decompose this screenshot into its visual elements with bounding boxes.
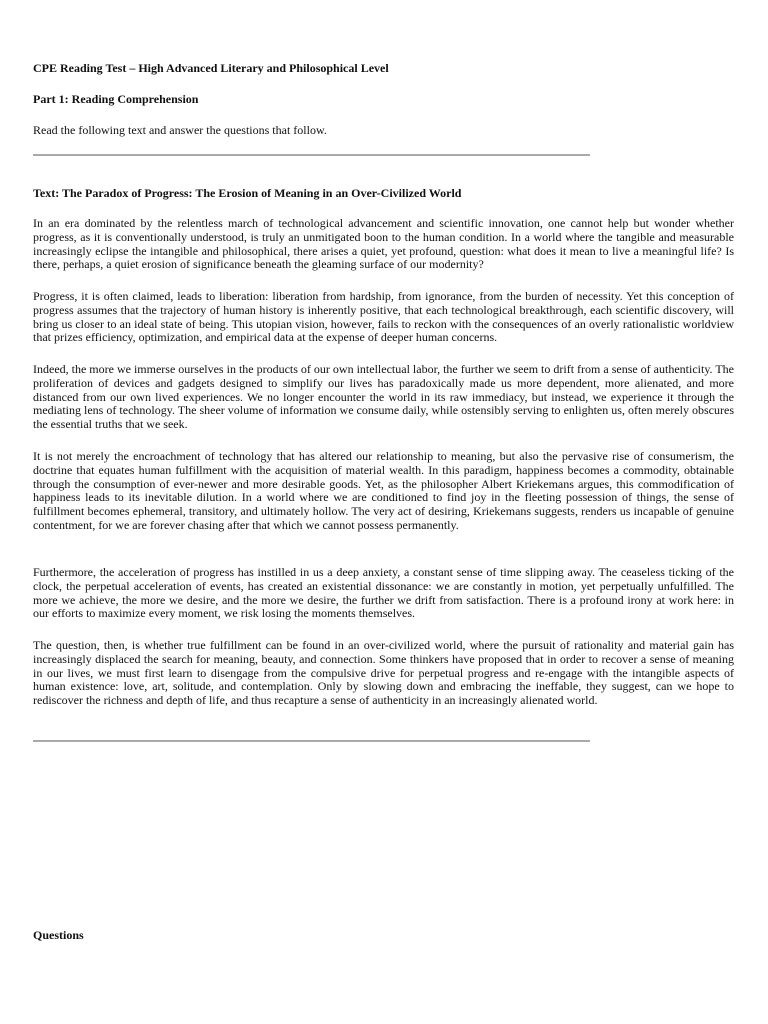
passage-paragraph-1: In an era dominated by the relentless march of technological advancement and scientific innovation, one cannot help but wonder whether progress, as it is conventionally understood, is truly an unmitigated boon to the human condition. In a world where the tangible and measurable increasingly eclipse the intangible and philosophical, there arises a quiet, yet profound, question: what does it mean to live a meaningful life? Is there, perhaps, a quiet erosion of significance beneath the gleaming surface of our modernity? <box>33 216 734 272</box>
passage-paragraph-6: The question, then, is whether true fulfillment can be found in an over-civilized world, where the pursuit of rationality and material gain has increasingly displaced the search for meaning, beauty, and connection. Some thinkers have proposed that in order to recover a sense of meaning in our lives, we must first learn to disengage from the compulsive drive for perpetual progress and re-engage with the intangible aspects of human existence: love, art, solitude, and contemplation. Only by slowing down and embracing the ineffable, they suggest, can we hope to rediscover the richness and depth of life, and thus recapture a sense of authenticity in an increasingly alienated world. <box>33 638 734 708</box>
questions-heading: Questions <box>33 928 84 942</box>
bottom-divider <box>33 740 590 742</box>
part-heading: Part 1: Reading Comprehension <box>33 92 199 106</box>
instruction-text: Read the following text and answer the questions that follow. <box>33 123 327 137</box>
passage-paragraph-5: Furthermore, the acceleration of progress has instilled in us a deep anxiety, a constant sense of time slipping away. The ceaseless ticking of the clock, the perpetual acceleration of events, has created an existential dissonance: we are constantly in motion, yet perpetually unfulfilled. The more we achieve, the more we desire, and the more we desire, the further we drift from satisfaction. There is a profound irony at work here: in our efforts to maximize every moment, we risk losing the moments themselves. <box>33 565 734 621</box>
top-divider <box>33 154 590 156</box>
passage-paragraph-2: Progress, it is often claimed, leads to liberation: liberation from hardship, from ignorance, from the burden of necessity. Yet this conception of progress assumes that the trajectory of human history is inherently positive, that each technological breakthrough, each scientific discovery, will bring us closer to an ideal state of being. This utopian vision, however, fails to reckon with the consequences of an overly rationalistic worldview that prizes efficiency, optimization, and empirical data at the expense of deeper human concerns. <box>33 289 734 345</box>
passage-paragraph-3: Indeed, the more we immerse ourselves in the products of our own intellectual labor, the further we seem to drift from a sense of authenticity. The proliferation of devices and gadgets designed to simplify our lives has paradoxically made us more dependent, more alienated, and more distanced from our own lived experiences. We no longer encounter the world in its raw immediacy, but instead, we experience it through the mediating lens of technology. The sheer volume of information we consume daily, while ostensibly serving to enlighten us, often merely obscures the essential truths that we seek. <box>33 362 734 432</box>
document-title: CPE Reading Test – High Advanced Literary and Philosophical Level <box>33 61 389 75</box>
passage-title: Text: The Paradox of Progress: The Erosion of Meaning in an Over-Civilized World <box>33 186 462 200</box>
passage-paragraph-4: It is not merely the encroachment of technology that has altered our relationship to meaning, but also the pervasive rise of consumerism, the doctrine that equates human fulfillment with the acquisition of material wealth. In this paradigm, happiness becomes a commodity, obtainable through the consumption of ever-newer and more desirable goods. Yet, as the philosopher Albert Kriekemans argues, this commodification of happiness leads to its inevitable dilution. In a world where we are conditioned to find joy in the fleeting possession of things, the sense of fulfillment becomes ephemeral, transitory, and ultimately hollow. The very act of desiring, Kriekemans suggests, renders us incapable of genuine contentment, for we are forever chasing after that which we cannot possess permanently. <box>33 449 734 532</box>
